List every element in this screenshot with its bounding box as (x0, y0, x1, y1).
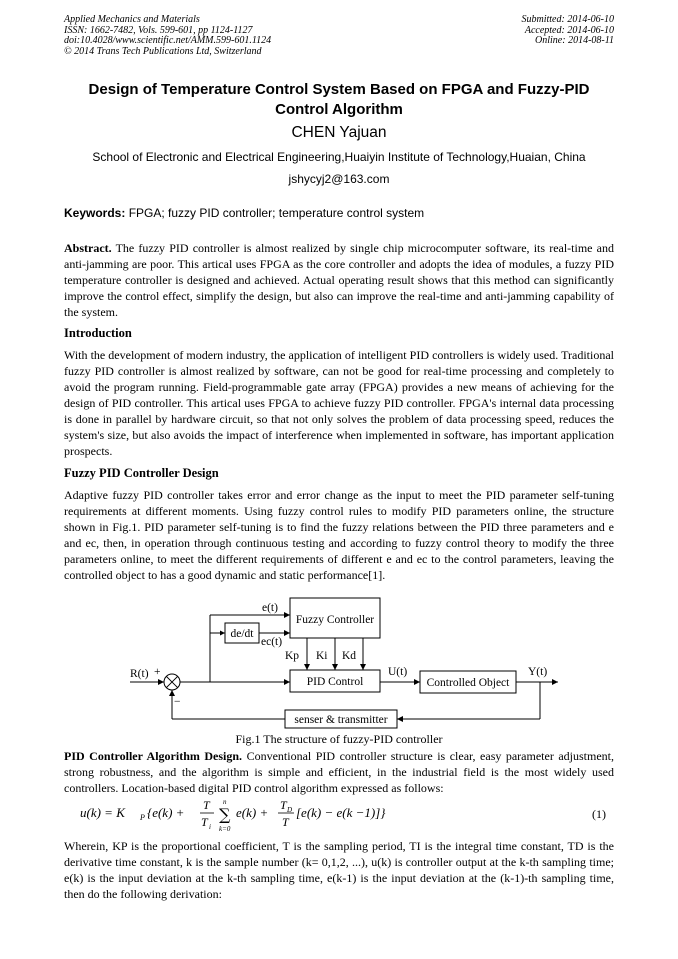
title-line-1: Design of Temperature Control System Based on FPGA and Fuzzy-PID (88, 81, 590, 98)
eq-rhs1: {e(k) + (147, 805, 185, 820)
pid-control-label: PID Control (306, 676, 364, 688)
dedt-label: de/dt (230, 628, 254, 640)
e-arrow (284, 612, 290, 618)
fuzzy-pid-paragraph: Adaptive fuzzy PID controller takes error and error change as the input to meet the PID parameter self-tuning requirements at different moments. Using fuzzy control rules to modify PID parameters online, the structure shown in Fig.1. PID parameter self-tuning is to find the fuzzy relations between the PID three parameters and e and ec, then, in operation through continuous testing and according to fuzzy control theory to modify the three parameters online, to meet the different requirements of different e and ec to the control parameters, leaving the controlled object to has a good dynamic and static performance[1]. (64, 488, 614, 582)
plus-sign: + (154, 666, 161, 678)
ec-arrow (284, 630, 290, 636)
figure-caption: Fig.1 The structure of fuzzy-PID controller (235, 732, 443, 746)
equation-1 (80, 795, 614, 835)
keywords-label: Keywords: (64, 206, 126, 220)
ut-label: U(t) (388, 666, 408, 678)
eq-sum-bottom: k=0 (219, 825, 231, 833)
copyright-line: © 2014 Trans Tech Publications Ltd, Switzerland (64, 45, 262, 57)
submitted-date: Submitted: 2014-06-10 (521, 14, 614, 25)
error-arrow (284, 679, 290, 685)
yt-arrow (552, 679, 558, 685)
pid-algorithm-text: Conventional PID controller structure is clear, easy parameter adjustment, strong robustness, and the algorithm is simple and efficient, in the industrial field is the most widely used controllers. Location-based digital PID control algorithm expressed as follows: (64, 749, 614, 795)
ki-label: Ki (316, 650, 328, 662)
fuzzy-pid-heading: Fuzzy PID Controller Design (64, 466, 219, 480)
rt-label: R(t) (130, 668, 149, 680)
ec-label: ec(t) (261, 636, 283, 648)
eq-frac1-den: T (201, 815, 208, 829)
doi-line: doi:10.4028/www.scientific.net/AMM.599-601.1124 (64, 35, 272, 47)
paper-title (40, 80, 638, 120)
keywords-text: FPGA; fuzzy PID controller; temperature control system (125, 206, 425, 220)
eq-frac1-den-sub: i (209, 823, 211, 831)
kp-label: Kp (285, 650, 300, 662)
minus-sign: − (174, 696, 181, 708)
kd-arrow (360, 664, 366, 670)
introduction-paragraph: With the development of modern industry, the application of intelligent PID controllers is widely used. Traditional fuzzy PID controller is almost realized by software, can not be good for real-time processing and completely to avoid the program running. Field-programmable gate array (FPGA) provides a new means of achieving for the design of PID controller. This artical uses FPGA to achieve fuzzy PID controller. FPGA's internal data processing is done in parallel by hardware circuit, so that not only solves the problem of data processing speed, reduces the system's size, but also avoids the impact of interference when implemented in software, has important application prospects. (64, 348, 614, 458)
wherein-paragraph: Wherein, KP is the proportional coefficient, T is the sampling period, TI is the integral time constant, TD is the derivative time constant, k is the sample number (k= 0,1,2, ...), u(k) is controller output at the k-th sampling time; e(k) is the input deviation at the k-th sampling time, e(k-1) is the input deviation at the (k-1)-th sampling time, then do the following derivation: (64, 839, 614, 901)
feedback-up-arrow (169, 690, 175, 696)
online-date: Online: 2014-08-11 (535, 35, 614, 47)
to-dedt-arrow (220, 631, 225, 636)
introduction-heading: Introduction (64, 326, 132, 340)
ki-arrow (332, 664, 338, 670)
equation-number: (1) (592, 807, 606, 821)
controlled-object-label: Controlled Object (426, 677, 510, 689)
feedback-arrow (397, 716, 403, 722)
eq-sum-top: n (223, 798, 227, 806)
e-label: e(t) (262, 602, 278, 614)
eq-kp-sub: P (140, 813, 145, 822)
author-email: jshycyj2@163.com (288, 172, 390, 186)
abstract-label: Abstract. (64, 241, 112, 255)
eq-frac2-num: T (280, 798, 287, 812)
author-affiliation: School of Electronic and Electrical Engineering,Huaiyin Institute of Technology,Huaian, China (92, 150, 586, 164)
eq-lhs: u(k) = K (80, 805, 125, 820)
eq-rhs2: e(k) + (236, 805, 269, 820)
yt-label: Y(t) (528, 666, 548, 678)
fuzzy-controller-label: Fuzzy Controller (295, 614, 375, 626)
eq-frac2-den: T (282, 815, 289, 829)
eq-frac2-num-sub: D (287, 806, 293, 814)
journal-name: Applied Mechanics and Materials (64, 14, 200, 25)
kp-arrow (304, 664, 310, 670)
submission-dates (522, 15, 615, 47)
journal-info (64, 15, 271, 57)
sensor-transmitter-label: senser & transmitter (294, 714, 388, 726)
abstract (64, 240, 614, 320)
pid-algorithm-paragraph (64, 748, 614, 796)
eq-sum-sign: ∑ (219, 805, 231, 824)
issn-line: ISSN: 1662-7482, Vols. 599-601, pp 1124-1127 (64, 24, 253, 36)
pid-algorithm-heading: PID Controller Algorithm Design. (64, 749, 243, 763)
keywords (64, 206, 424, 220)
ut-arrow (414, 679, 420, 685)
author-name: CHEN Yajuan (291, 124, 387, 141)
abstract-text: The fuzzy PID controller is almost realized by single chip microcomputer software, its real-time and anti-jamming are poor. This artical uses FPGA as the core controller and adopts the idea of modules, a fuzzy PID temperature controller is designed and achieved. Actual operating result shows that this method can significantly improve the control effect, simplify the design, but also can improve the real-time and anti-jamming capability of the system. (64, 241, 614, 319)
eq-rhs3: [e(k) − e(k −1)]} (296, 805, 386, 820)
title-line-2: Control Algorithm (275, 101, 403, 118)
rt-arrow (158, 679, 164, 685)
kd-label: Kd (342, 650, 357, 662)
fuzzy-pid-block-diagram (110, 597, 560, 731)
accepted-date: Accepted: 2014-06-10 (524, 24, 614, 36)
eq-frac1-num: T (203, 798, 210, 812)
